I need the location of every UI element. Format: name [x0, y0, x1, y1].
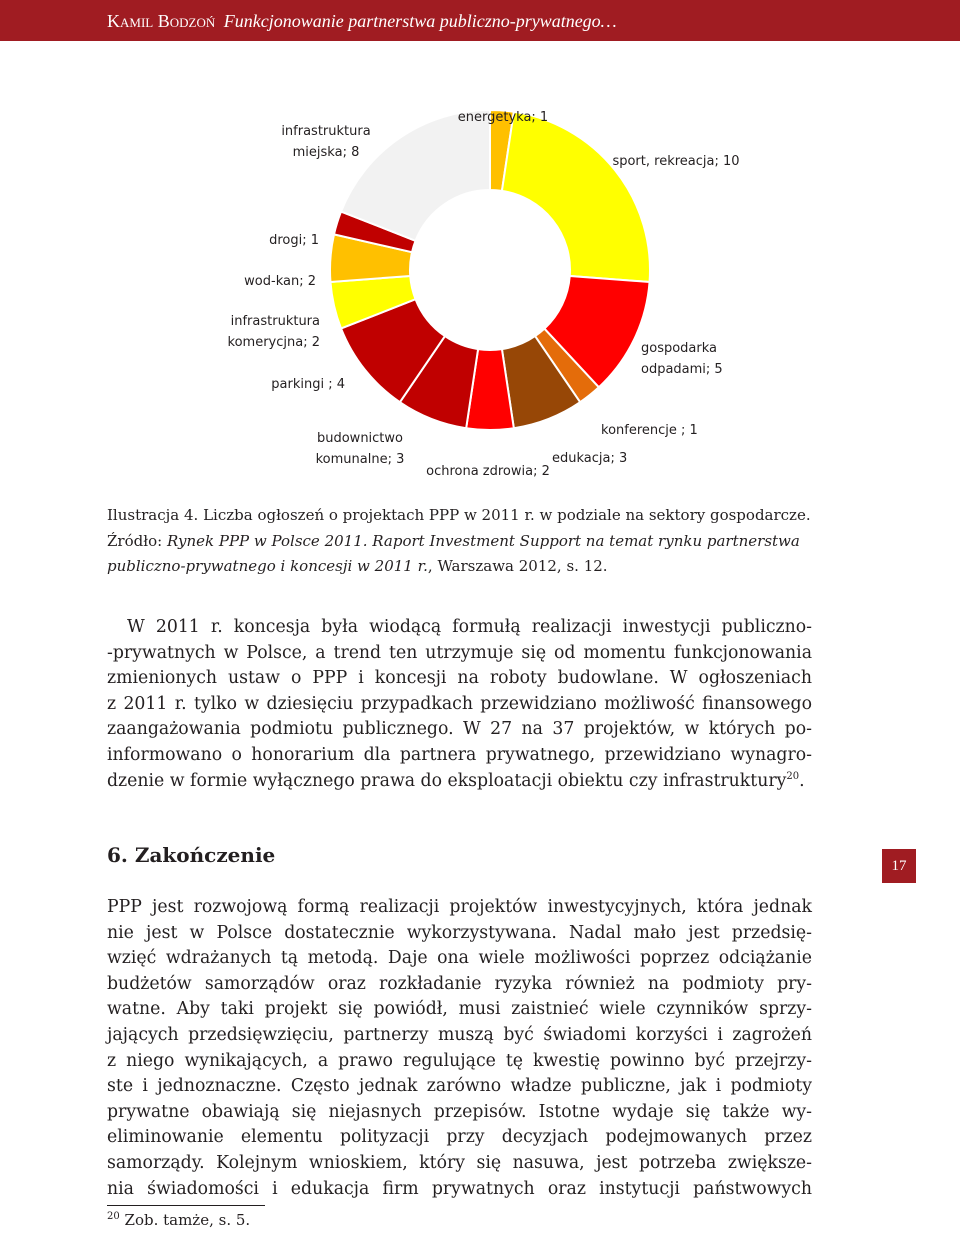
source-label: Źródło: — [107, 531, 167, 550]
source-title-2: publiczno-prywatnego i koncesji w 2011 r. — [107, 557, 428, 575]
data-label-infrastruktura-komerycjna: infrastruktura komerycjna; 2 — [227, 314, 320, 350]
paragraph-conclusion — [107, 895, 812, 1202]
data-label-parkingi: parkingi ; 4 — [271, 377, 345, 392]
para-line: nia świadomości i edukacja firm prywatnych oraz instytucji państwowych — [107, 1178, 812, 1199]
figure-caption — [107, 503, 827, 580]
para-line: z niego wynikających, a prawo regulujące tę kwestię powinno być przejrzy- — [107, 1050, 812, 1071]
data-label-wod-kan: wod-kan; 2 — [244, 274, 316, 289]
para-end: . — [799, 770, 805, 791]
para-line-text: dzenie w formie wyłącznego prawa do eksploatacji obiektu czy infrastruktury — [107, 770, 787, 791]
caption-line: Ilustracja 4. Liczba ogłoszeń o projektach PPP w 2011 r. w podziale na sektory gospodarcze. — [107, 506, 811, 524]
para-line: W 2011 r. koncesja była wiodącą formułą realizacji inwestycji publiczno- — [127, 617, 812, 637]
para-line: ste i jednoznaczne. Często jednak zarówno władze publiczne, jak i podmioty — [107, 1076, 812, 1097]
para-line: zaangażowania podmiotu publicznego. W 27 na 37 projektów, w których po- — [107, 719, 812, 740]
page-number: 17 — [882, 849, 916, 883]
donut-slice-sport-rekreacja — [502, 112, 650, 282]
para-line: budżetów samorządów oraz rozkładanie ryzyka również na podmioty pry- — [107, 973, 812, 994]
data-label-sport-rekreacja: sport, rekreacja; 10 — [612, 154, 740, 169]
data-label-infrastruktura-miejska: infrastruktura miejska; 8 — [281, 124, 371, 160]
para-line: zmienionych ustaw o PPP i koncesji na roboty budowlane. W ogłoszeniach — [107, 668, 812, 689]
header-author: Kamil Bodzoń — [107, 11, 216, 31]
footnote-text: Zob. tamże, s. 5. — [124, 1211, 251, 1229]
footnote — [107, 1211, 250, 1229]
section-heading: 6. Zakończenie — [107, 843, 276, 867]
caption-source-cont — [107, 554, 827, 580]
running-header-text — [107, 11, 617, 32]
data-label-energetyka: energetyka; 1 — [457, 110, 549, 125]
data-label-budownictwo-komunalne: budownictwo komunalne; 3 — [315, 431, 405, 467]
data-label-drogi: drogi; 1 — [269, 233, 319, 248]
header-title: Funkcjonowanie partnerstwa publiczno-prywatnego… — [223, 11, 617, 31]
source-tail: , Warszawa 2012, s. 12. — [427, 557, 608, 575]
para-line: samorządy. Kolejnym wnioskiem, który się nasuwa, jest potrzeba zwiększe- — [107, 1152, 812, 1173]
donut-chart — [0, 96, 960, 486]
data-label-ochrona-zdrowia: ochrona zdrowia; 2 — [426, 464, 550, 479]
source-title-1: Rynek PPP w Polsce 2011. Raport Investment Support na temat rynku partnerstwa — [166, 531, 800, 550]
footnote-divider — [107, 1205, 265, 1206]
para-line: z 2011 r. tylko w dziesięciu przypadkach przewidziano możliwość finansowego — [107, 693, 812, 714]
para-line: jających przedsięwzięciu, partnerzy muszą być świadomi korzyści i zagrożeń — [107, 1024, 812, 1045]
footnote-ref[interactable]: 20 — [786, 770, 800, 782]
para-line — [107, 769, 812, 795]
paragraph-concession — [107, 615, 812, 794]
para-line: nie jest w Polsce dostatecznie wykorzystywana. Nadal mało jest przedsię- — [107, 922, 812, 943]
para-line: PPP jest rozwojową formą realizacji projektów inwestycyjnych, która jednak — [107, 897, 812, 917]
para-line: wzięć wdrażanych tą metodą. Daje ona wiele możliwości poprzez odciążanie — [107, 948, 812, 969]
para-line: prywatne obawiają się niejasnych przepisów. Istotne wydaje się także wy- — [107, 1101, 812, 1122]
para-line: eliminowanie elementu polityzacji przy decyzjach podejmowanych przez — [107, 1127, 812, 1148]
donut-slices — [330, 110, 650, 430]
footnote-number: 20 — [107, 1211, 120, 1222]
para-line: informowano o honorarium dla partnera prywatnego, przewidziano wynagro- — [107, 744, 812, 765]
caption-source — [107, 529, 827, 555]
data-label-konferencje: konferencje ; 1 — [601, 423, 698, 438]
para-line: -prywatnych w Polsce, a trend ten utrzymuje się od momentu funkcjonowania — [107, 642, 812, 663]
data-label-edukacja: edukacja; 3 — [552, 451, 628, 466]
para-line: watne. Aby taki projekt się powiódł, musi zaistnieć wiele czynników sprzy- — [107, 999, 812, 1020]
running-header — [0, 0, 960, 41]
data-label-gospodarka-odpadami: gospodarka odpadami; 5 — [641, 341, 723, 377]
